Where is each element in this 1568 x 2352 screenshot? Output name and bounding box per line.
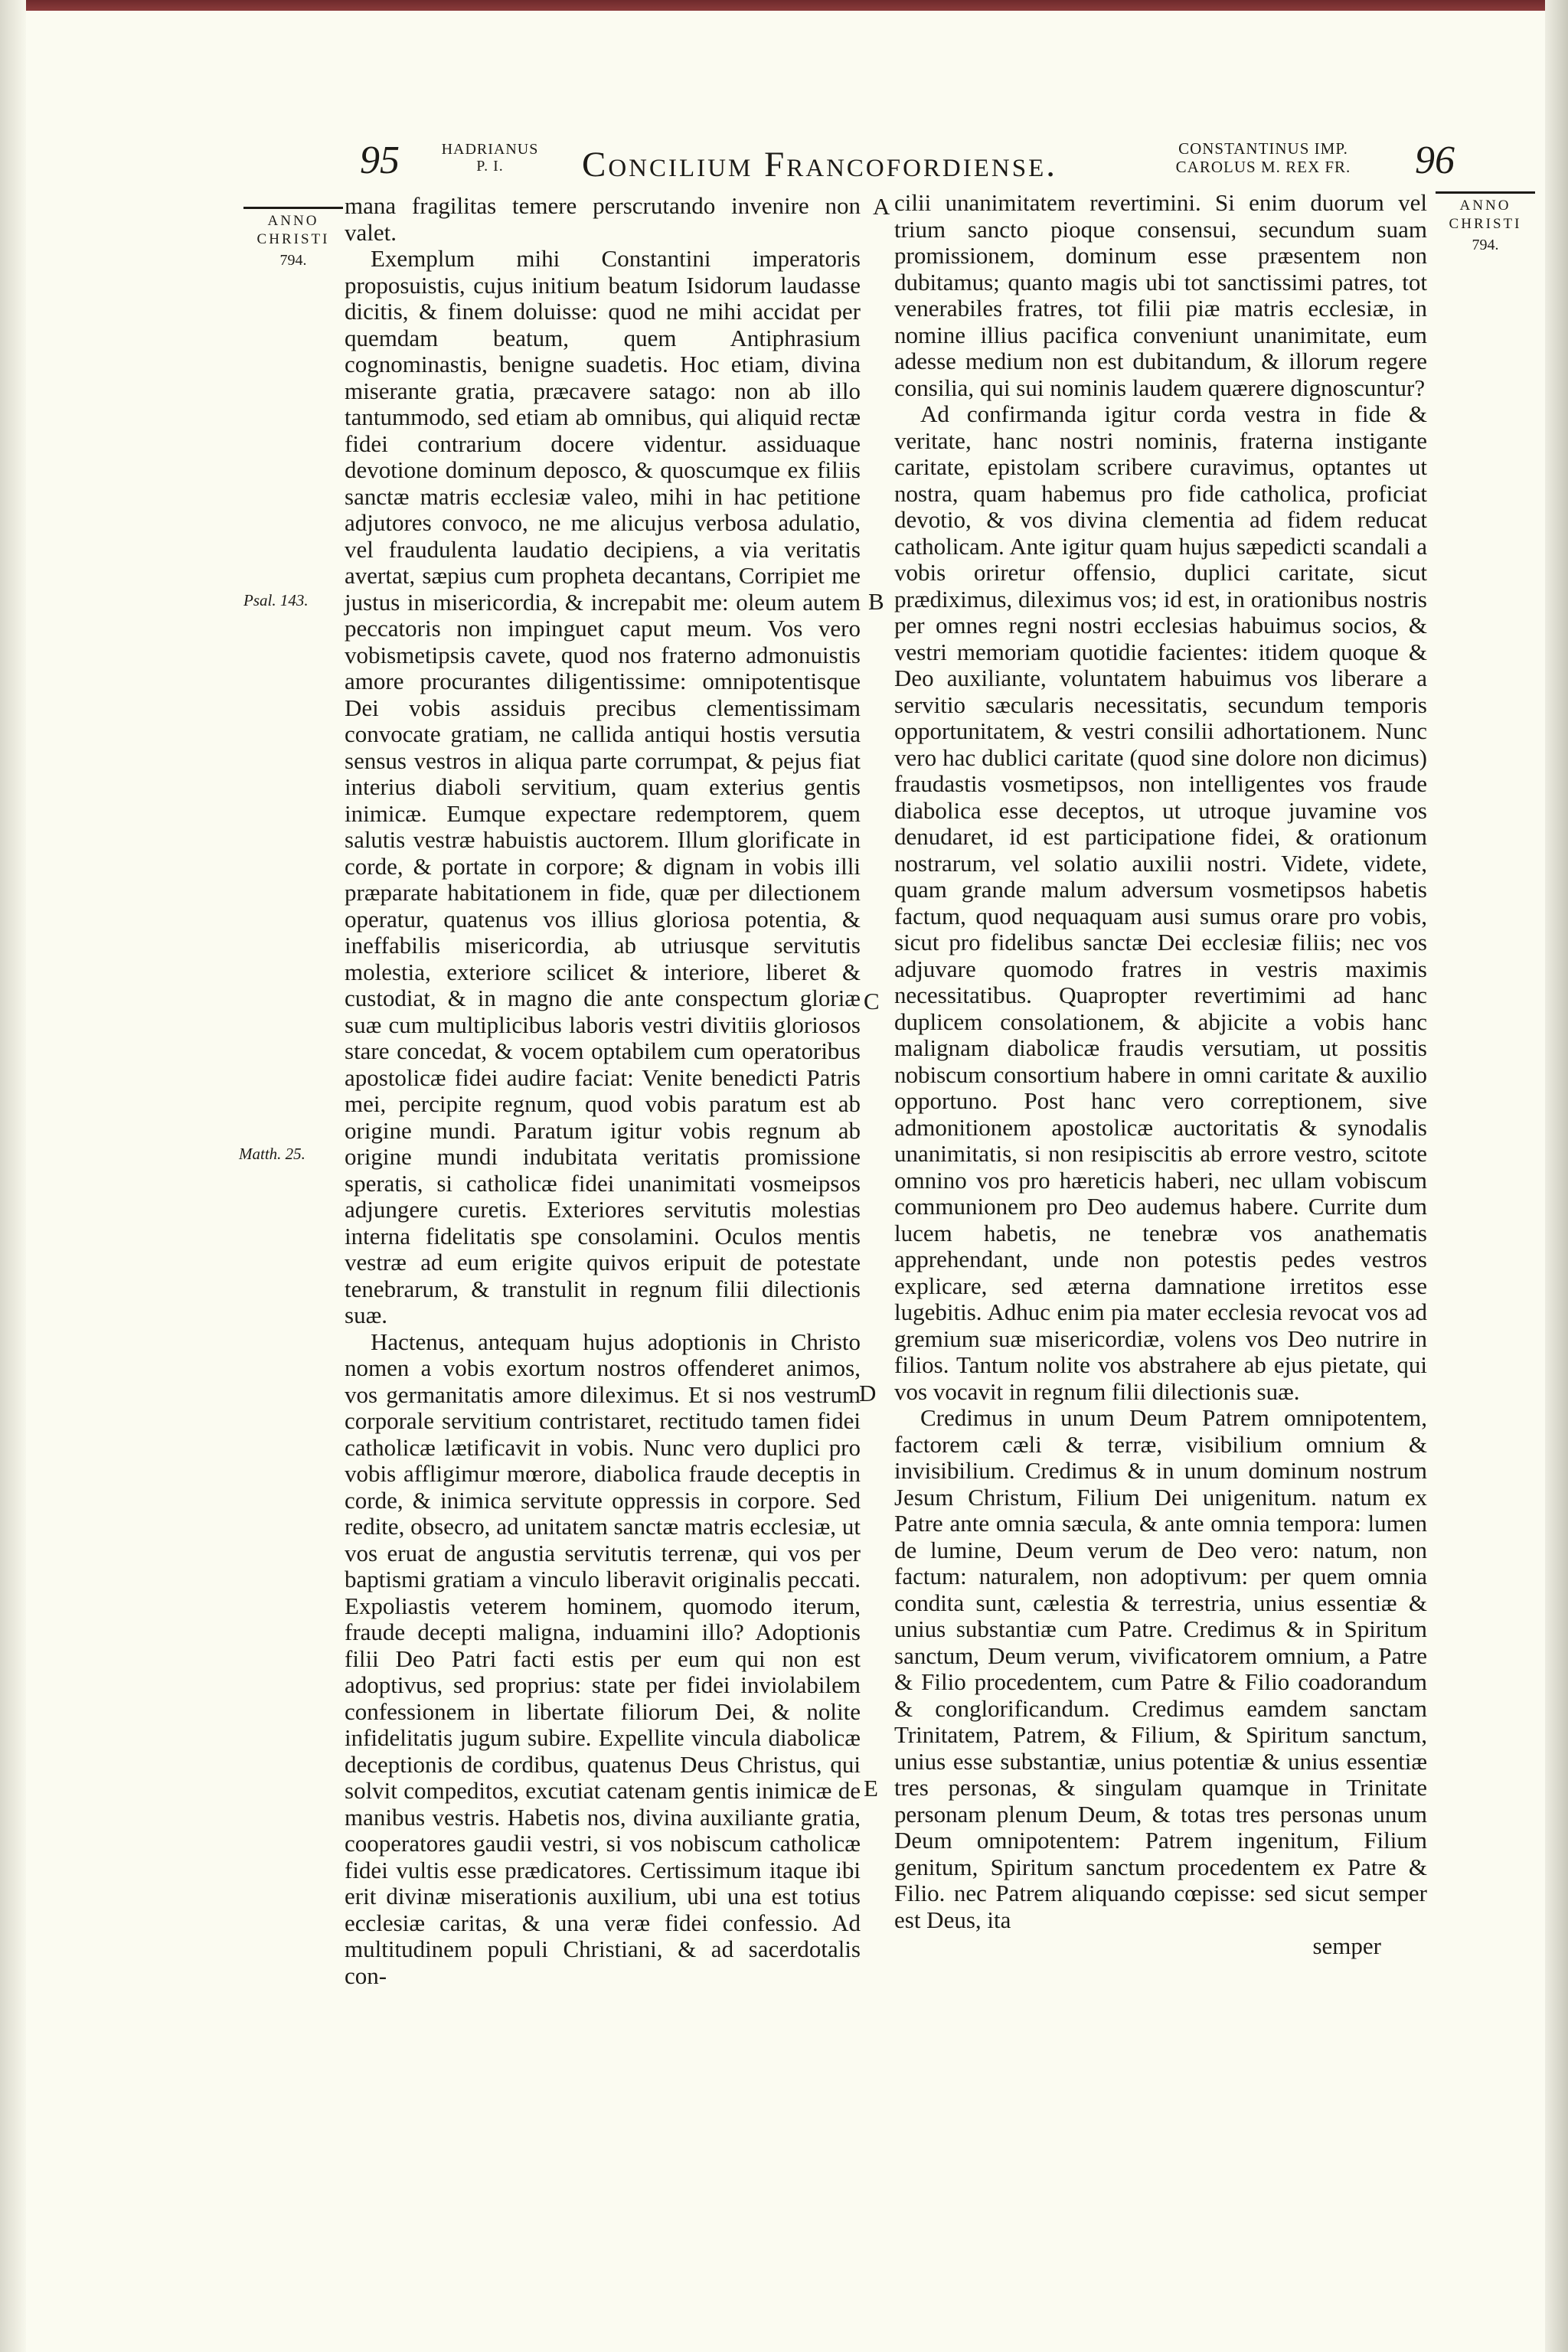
binding-edge-top	[0, 0, 1568, 11]
section-letter-c: C	[864, 988, 880, 1014]
year-note-right	[1436, 191, 1535, 256]
year-label-christi: CHRISTI	[256, 231, 330, 247]
year-value: 794.	[279, 252, 307, 269]
catchword: semper	[1312, 1932, 1381, 1959]
page-gutter-left	[0, 0, 26, 2352]
paragraph: Credimus in unum Deum Patrem omnipotentem, factorem cæli & terræ, visibilium omnium & invisibilium. Credimus & in unum dominum nostrum Jesum Christum, Filium Dei unigenitum. natum ex Patre ante omnia sæcula, & ante omnia tempora: lumen de lumine, Deum verum de Deo vero: natum, non factum: naturalem, non adoptivum: per quem omnia condita sunt, cælestia & terrestria, unius essentiæ & unius substantiæ cum Patre. Credimus & in Spiritum sanctum, Deum verum, vivificatorem omnium, a Patre & Filio procedentem, cum Patre & Filio coadorandum & conglorificandum. Credimus eamdem sanctam Trinitatem, Patrem, & Filium, & Spiritum sanctum, unius esse substantiæ, unius potentiæ & unius essentiæ tres personas, & singulam quamque in Trinitate personam plenum Deum, & totas tres personas unum Deum omnipotentem: Patrem ingenitum, Filium genitum, Spiritum sanctum procedentem ex Patre & Filio. nec Patrem aliquando cœpisse: sed sicut semper est Deus, ita	[894, 1404, 1427, 1933]
year-rule	[1436, 191, 1535, 194]
margin-note-matthew: Matth. 25.	[239, 1145, 305, 1163]
paragraph: cilii unanimitatem revertimini. Si enim duorum vel trium sancto pioque consensui, secundum suam promissionem, dominum esse præsentem non dubitamus; quanto magis ubi tot sanctissimi patres, tot venerabiles fratres, tot filii piæ matris ecclesiæ, in nomine illius pacifica conveniunt unanimitate, eum adesse medium non est dubitandum, & illorum regere consilia, qui sui nominis laudem quærere dignoscuntur?	[894, 189, 1427, 401]
page-edge-right	[1545, 0, 1568, 2352]
year-label-christi: CHRISTI	[1449, 216, 1522, 232]
section-letter-d: D	[859, 1380, 877, 1406]
section-letter-b: B	[868, 588, 884, 615]
section-letter-e: E	[864, 1775, 878, 1802]
margin-note-psalm: Psal. 143.	[243, 591, 309, 609]
paragraph: Hactenus, antequam hujus adoptionis in Christo nomen a vobis exortum nostros offenderet animos, vos germanitatis amore dileximus. Et si nos vestrum corporale servitium contristaret, rectitudo tamen fidei catholicæ lætificavit in vobis. Nunc vero duplici pro vobis affligimur mœrore, diabolica fraude deceptis in corde, & inimica servitute oppressis in corpore. Sed redite, obsecro, ad unitatem sanctæ matris ecclesiæ, ut vos eruat de angustia servitutis terrenæ, qui vos per baptismi gratiam a vinculo liberavit originalis peccati. Expoliastis veterem hominem, quomodo iterum, fraude decepti maligna, induamini illo? Adoptionis filii Deo Patri facti estis per eum qui non est adoptivus, sed proprius: state per fidei inviolabilem confessionem in libertate filiorum Dei, & nolite infidelitatis jugum subire. Expellite vincula diabolicæ deceptionis de cordibus, quatenus Deus Christus, qui solvit compeditos, excutiat catenam gentis inimicæ de manibus vestris. Habetis nos, divina auxiliante gratia, cooperatores gaudii vestri, si vos nobiscum catholicæ fidei vultis esse prædicatores. Certissimum itaque ibi erit divinæ miserationis auxilium, ubi una est totius ecclesiæ caritas, & una veræ fidei confessio. Ad multitudinem populi Christiani, & ad sacerdotalis con-	[345, 1328, 861, 1989]
year-value: 794.	[1472, 237, 1499, 253]
year-label-anno: ANNO	[1459, 198, 1511, 214]
running-head-right: CONSTANTINUS IMP. CAROLUS M. REX FR.	[1175, 139, 1351, 176]
right-text-column	[894, 190, 1427, 1960]
year-rule	[243, 207, 343, 209]
page-title: Concilium Francofordiense.	[582, 145, 1058, 185]
running-header	[360, 138, 1455, 191]
section-letter-a: A	[873, 193, 890, 220]
page-number-left: 95	[360, 139, 400, 182]
paragraph: Exemplum mihi Constantini imperatoris proposuistis, cujus initium beatum Isidorum laudasse dicitis, & finem doluisse: quod ne mihi accidat per quemdam beatum, quem Antiphrasium cognominastis, benigne suadetis. Hoc etiam, divina miserante gratia, præcavere satago: non ab illo tantummodo, sed etiam ab omnibus, qui aliquid rectæ fidei contrarium docere videntur. assiduaque devotione dominum deposco, & quoscumque ex filiis sanctæ matris ecclesiæ valeo, mihi in hac petitione adjutores convoco, ne me alicujus verbosa adulatio, vel fraudulenta laudatio decipiens, a via veritatis avertat, sæpius cum propheta decantans, Corripiet me justus in misericordia, & increpabit me: oleum autem peccatoris non impinguet caput meum. Vos vero vobismetipsis cavete, quod nos fraterno admonuistis amore procurantes diligentissime: omnipotentisque Dei vobis assiduis precibus clementissimam convocate gratiam, ne callida antiqui hostis versutia sensus vestros in aliqua parte corrumpat, & pejus fiat interius diaboli servitium, quam exterius gentis inimicæ. Eumque expectare redemptorem, quem salutis vestræ habuistis auctorem. Illum glorificate in corde, & portate in corpore; & dignam in vobis illi præparate habitationem in fide, quæ per dilectionem operatur, quatenus vos illius gloriosa potentia, & ineffabilis misericordia, ab utriusque servitutis molestia, exteriore scilicet & interiore, liberet & custodiat, & in magno die ante conspectum gloriæ suæ cum multiplicibus laboris vestri divitiis gloriosos stare concedat, & vocem optabilem cum operatoribus apostolicæ fidei audire faciat: Venite benedicti Patris mei, percipite regnum, quod vobis paratum est ab origine mundi. Paratum igitur vobis regnum ab origine mundi indubitata veritatis promissione speratis, si catholicæ fidei unanimitati vosmeipsos adjungere curetis. Exteriores servitutis molestias interna fidelitatis spe consolamini. Oculos mentis vestræ ad eum erigite quivos eripuit de potestate tenebrarum, & transtulit in regnum filii dilectionis suæ.	[345, 245, 861, 1328]
year-note-left	[243, 207, 343, 272]
paragraph: Ad confirmanda igitur corda vestra in fide & veritate, hanc nostri nominis, fraterna instigante caritate, epistolam scribere curavimus, optantes ut nostra, quam habemus pro fide catholica, proficiat devotio, & vos divina clementia ad fidem reducat catholicam. Ante igitur quam hujus sæpedicti scandali a vobis oriretur offensio, duplici caritate, sicut prædiximus, dileximus vos; id est, in orationibus nostris per omnes regni nostri ecclesias habuimus socios, & vestri memoriam quotidie facientes: itidem quoque & Deo auxiliante, voluntatem habuimus vos liberare a servitio sæcularis necessitatis, secundum temporis opportunitatem, & vestri consilii adhortationem. Nunc vero hac dublici caritate (quod sine dolore non dicimus) fraudastis vosmetipsos, non intelligentes vos fraude diabolica esse deceptos, ut utroque juvamine vos denudaret, id est participatione fidei, & orationum nostrarum, vel solatio auxilii nostri. Videte, videte, quam grande malum adversum vosmetipsos habetis factum, quod nequaquam ausi sumus orare pro vobis, sicut pro fidelibus sanctæ Dei ecclesiæ filiis; nec vos adjuvare quomodo fratres in vestris maximis necessitatibus. Quapropter revertimimi ad hanc duplicem consolationem, & abjicite a vobis hanc malignam diabolicæ fraudis versutiam, ut possitis nobiscum consortium habere in omni caritate & auxilio opportuno. Post hanc vero correptionem, sive admonitionem apostolicæ auctoritatis & synodalis unanimitatis, si non resipiscitis ab errore vestro, scitote omnino vos pro hæreticis haberi, nec ullam vobiscum communionem pro Deo audemus habere. Currite dum lucem habetis, ne tenebræ vos anathematis apprehendant, unde non potestis pedes vestros explicare, sed æterna damnatione irretitos esse lugebitis. Adhuc enim pia mater ecclesia revocat vos ad gremium suæ misericordiæ, volens vos Deo nutrire in filios. Tantum nolite vos abstrahere ab ejus pietate, qui vos vocavit in regnum filii dilectionis suæ.	[894, 400, 1427, 1405]
page-number-right: 96	[1415, 139, 1455, 182]
left-text-column	[345, 193, 861, 1989]
running-head-left: HADRIANUS P. I.	[441, 141, 539, 175]
year-label-anno: ANNO	[267, 213, 319, 229]
paragraph: mana fragilitas temere perscrutando invenire non valet.	[345, 192, 861, 246]
